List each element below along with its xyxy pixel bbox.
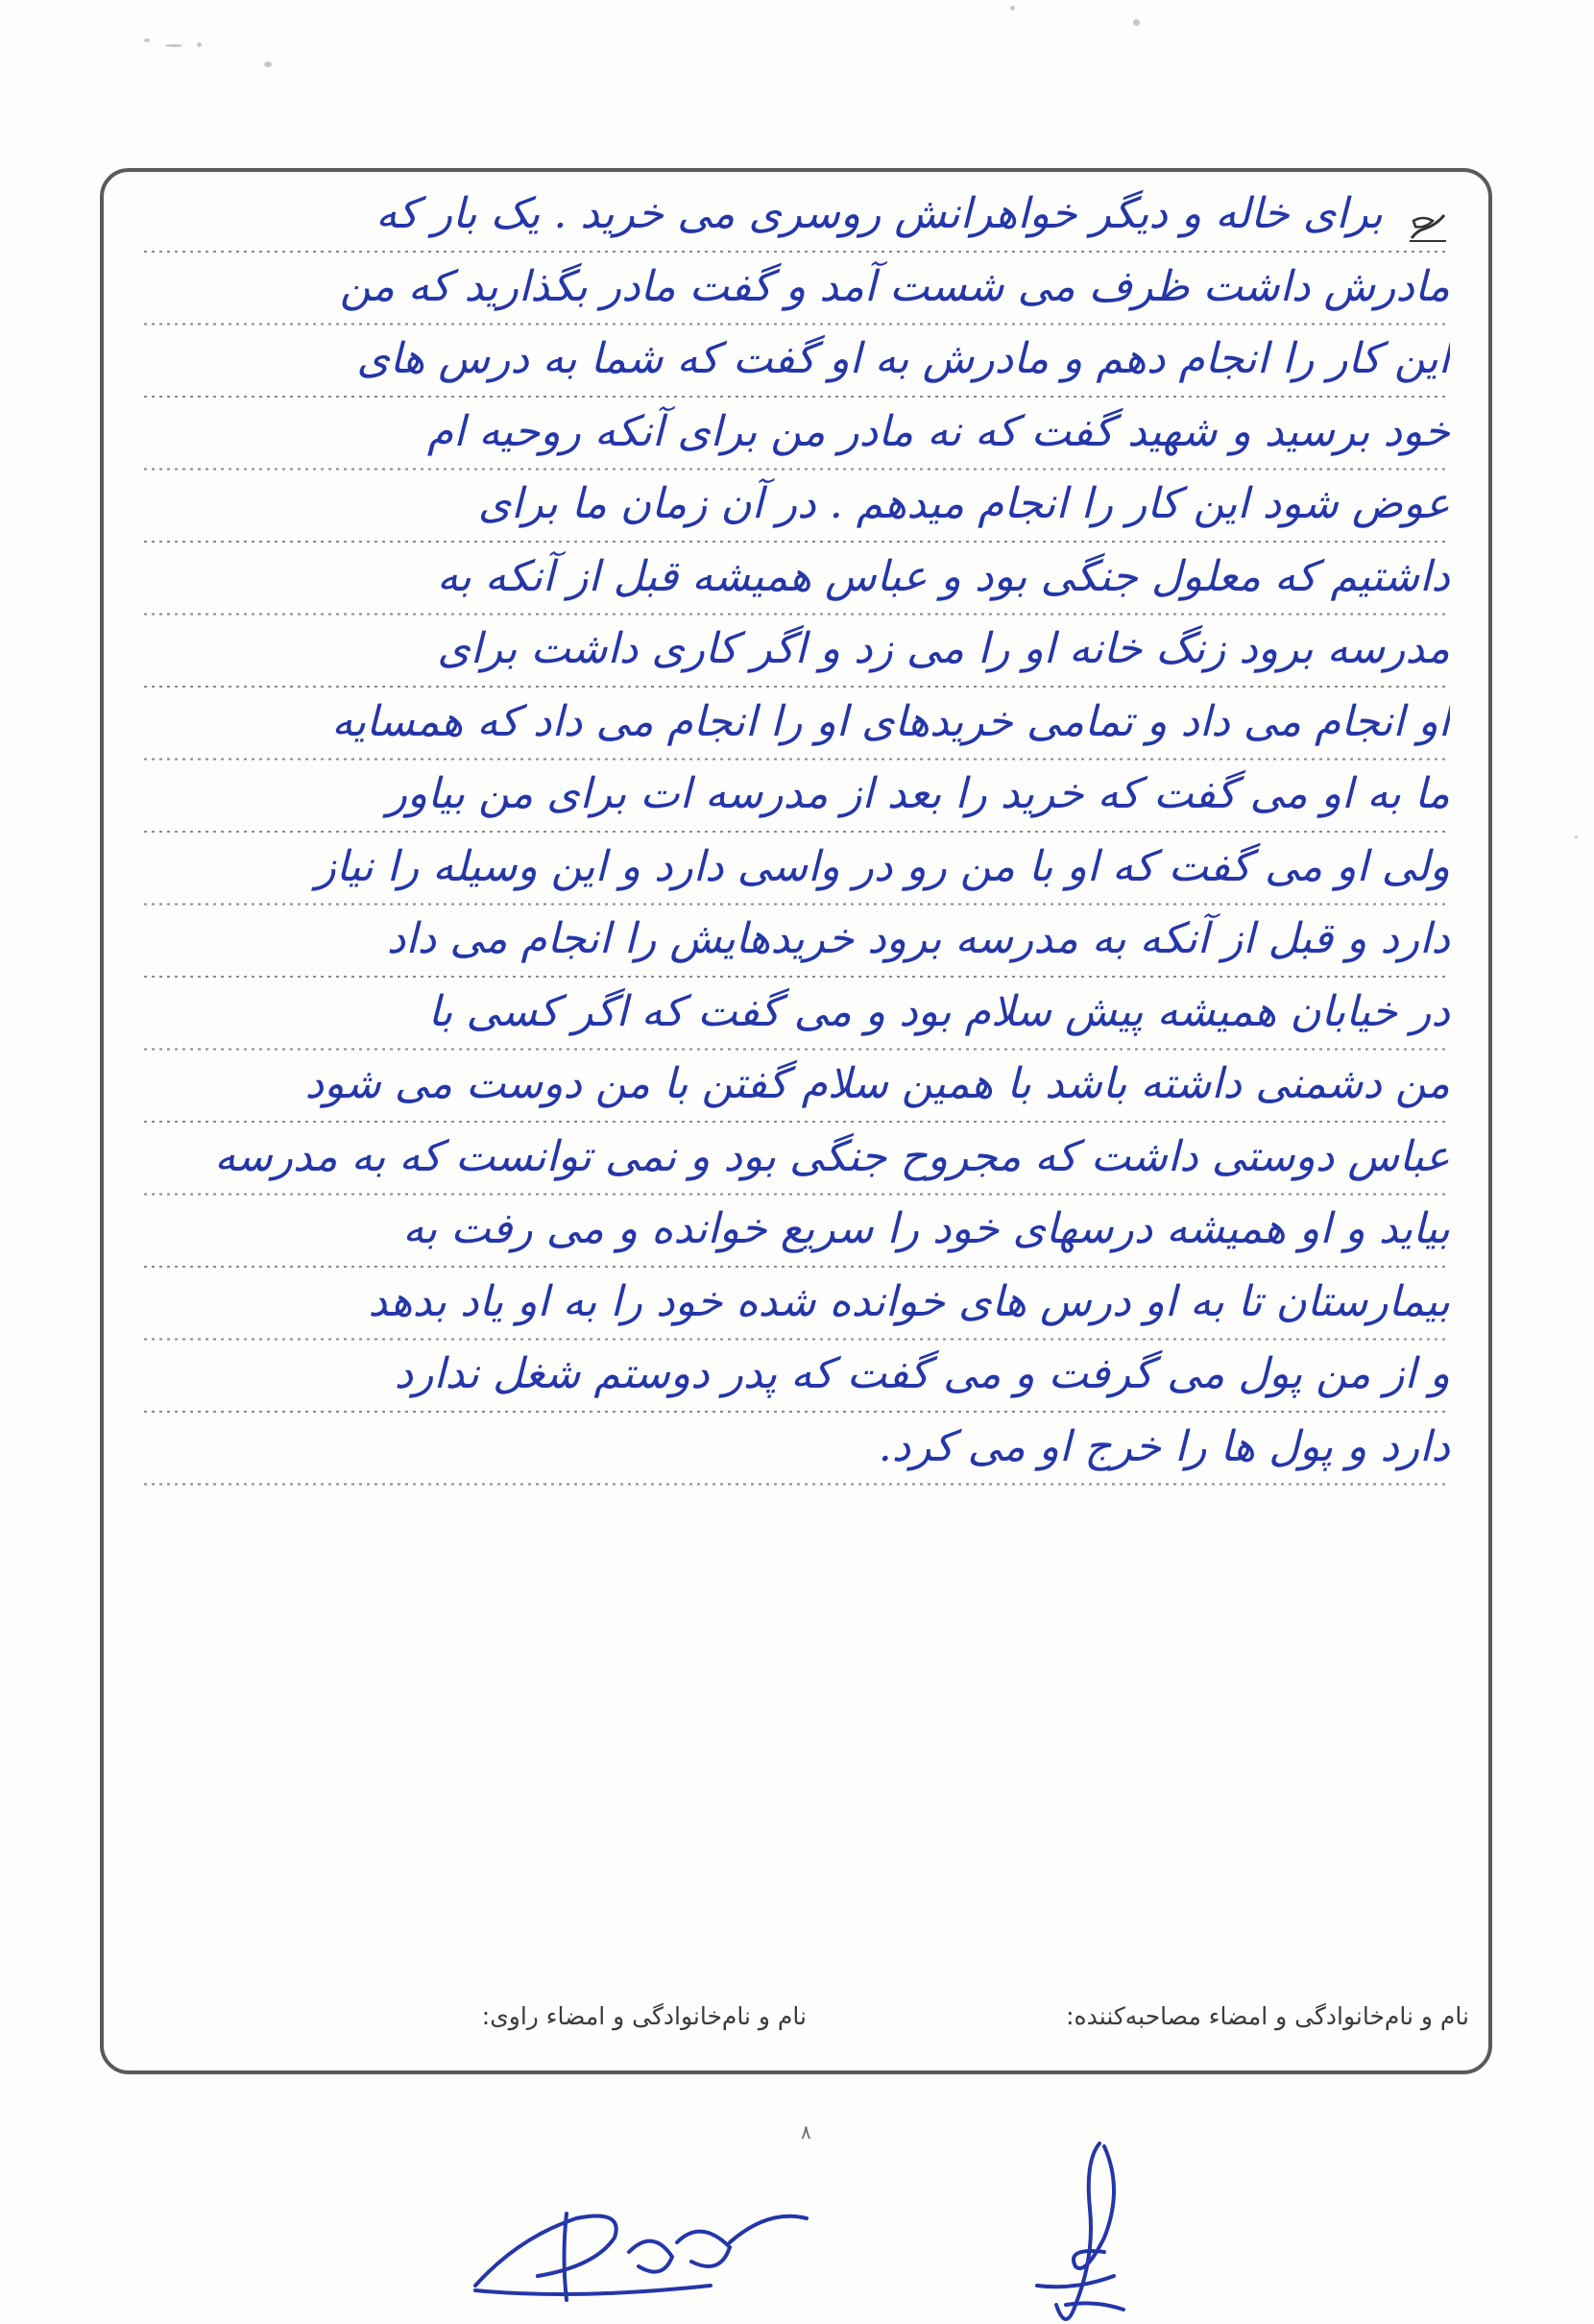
handwritten-line: مادرش داشت ظرف می شست آمد و گفت مادر بگذارید که من: [339, 261, 1450, 311]
signature-labels: [144, 2002, 1469, 2050]
handwritten-line: عباس دوستی داشت که مجروح جنگی بود و نمی توانست که به مدرسه: [214, 1131, 1450, 1181]
interviewer-signature-label: نام و نام‌خانوادگی و امضاء مصاحبه‌کننده:: [1066, 2002, 1469, 2030]
handwritten-line: و از من پول می گرفت و می گفت که پدر دوستم شغل ندارد: [394, 1349, 1450, 1398]
handwritten-line: عوض شود این کار را انجام میدهم . در آن زمان ما برای: [477, 479, 1450, 528]
handwritten-line: خود برسید و شهید گفت که نه مادر من برای آنکه روحیه ام: [426, 406, 1450, 456]
page-number: ۸: [801, 2120, 811, 2143]
handwritten-line: بیاید و او همیشه درسهای خود را سریع خوانده و می رفت به: [402, 1204, 1450, 1253]
handwritten-line: برای خاله و دیگر خواهرانش روسری می خرید . یک بار که: [375, 189, 1383, 238]
handwritten-line: دارد و پول ها را خرج او می کرد.: [878, 1421, 1450, 1471]
handwritten-line: بیمارستان تا به او درس های خوانده شده خود را به او یاد بدهد: [368, 1276, 1450, 1326]
handwritten-line: این کار را انجام دهم و مادرش به او گفت که شما به درس های: [356, 334, 1450, 383]
interviewer-signature: [1037, 2143, 1123, 2319]
handwritten-line: او انجام می داد و تمامی خریدهای او را انجام می داد که همسایه: [331, 696, 1450, 746]
narrator-signature-label: نام و نام‌خانوادگی و امضاء راوی:: [481, 2002, 807, 2030]
handwritten-line: من دشمنی داشته باشد با همین سلام گفتن با من دوست می شود: [304, 1059, 1450, 1108]
handwritten-line: داشتیم که معلول جنگی بود و عباس همیشه قبل از آنکه به: [437, 551, 1450, 601]
handwritten-line: ولی او می گفت که او با من رو در واسی دارد و این وسیله را نیاز: [315, 841, 1450, 891]
handwritten-line: دارد و قبل از آنکه به مدرسه برود خریدهایش را انجام می داد: [386, 914, 1450, 963]
handwritten-line: در خیابان همیشه پیش سلام بود و می گفت که اگر کسی با: [427, 986, 1450, 1036]
handwritten-line: ما به او می گفت که خرید را بعد از مدرسه ات برای من بیاور: [386, 769, 1450, 818]
handwritten-text: [125, 178, 1450, 1483]
narrator-signature: [475, 2214, 807, 2300]
handwritten-line: مدرسه برود زنگ خانه او را می زد و اگر کاری داشت برای: [437, 624, 1450, 673]
